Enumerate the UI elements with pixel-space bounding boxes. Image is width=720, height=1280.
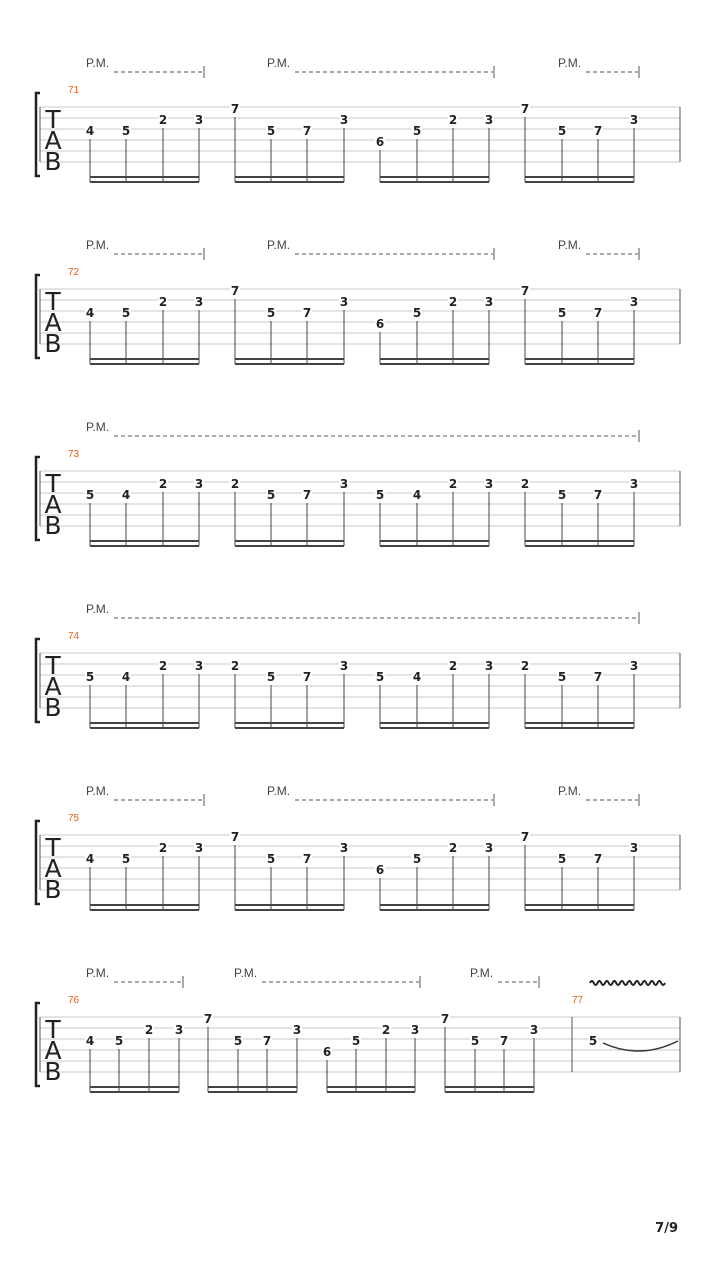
system-bracket bbox=[36, 275, 40, 358]
fret-number: 3 bbox=[629, 841, 639, 855]
fret-number: 7 bbox=[593, 852, 603, 866]
fret-number: 3 bbox=[529, 1023, 539, 1037]
tab-letter: T bbox=[45, 833, 61, 862]
fret-number: 5 bbox=[557, 124, 567, 138]
fret-number: 2 bbox=[158, 295, 168, 309]
system-bracket bbox=[36, 639, 40, 722]
measure-number: 71 bbox=[68, 85, 80, 96]
fret-number: 3 bbox=[629, 295, 639, 309]
fret-number: 2 bbox=[158, 477, 168, 491]
fret-number: 7 bbox=[230, 102, 240, 116]
palm-mute-label: P.M. bbox=[470, 966, 494, 980]
fret-number: 5 bbox=[375, 488, 385, 502]
fret-number: 3 bbox=[194, 295, 204, 309]
fret-number: 3 bbox=[339, 841, 349, 855]
fret-number: 5 bbox=[266, 670, 276, 684]
fret-number: 3 bbox=[484, 659, 494, 673]
vibrato-marking bbox=[590, 981, 665, 985]
fret-number: 5 bbox=[85, 488, 95, 502]
fret-number: 6 bbox=[375, 135, 385, 149]
fret-number: 5 bbox=[121, 306, 131, 320]
fret-number: 7 bbox=[262, 1034, 272, 1048]
tab-letter: B bbox=[44, 1057, 62, 1086]
tab-letter: A bbox=[44, 490, 62, 519]
fret-number: 7 bbox=[520, 830, 530, 844]
fret-number: 3 bbox=[484, 477, 494, 491]
fret-number: 3 bbox=[194, 477, 204, 491]
fret-number: 7 bbox=[302, 488, 312, 502]
fret-number: 5 bbox=[121, 124, 131, 138]
fret-number: 4 bbox=[85, 306, 95, 320]
fret-number: 4 bbox=[412, 488, 422, 502]
fret-number: 3 bbox=[629, 477, 639, 491]
fret-number: 5 bbox=[85, 670, 95, 684]
fret-number: 5 bbox=[412, 306, 422, 320]
tab-letter: T bbox=[45, 105, 61, 134]
measure-number: 76 bbox=[68, 995, 80, 1006]
fret-number: 5 bbox=[266, 124, 276, 138]
fret-number: 2 bbox=[230, 477, 240, 491]
fret-number: 5 bbox=[557, 670, 567, 684]
fret-number: 3 bbox=[194, 841, 204, 855]
tab-letter: T bbox=[45, 287, 61, 316]
fret-number: 2 bbox=[448, 295, 458, 309]
fret-number: 7 bbox=[203, 1012, 213, 1026]
fret-number: 5 bbox=[375, 670, 385, 684]
fret-number: 4 bbox=[85, 124, 95, 138]
fret-number: 6 bbox=[322, 1045, 332, 1059]
fret-number: 5 bbox=[557, 852, 567, 866]
fret-number: 2 bbox=[448, 477, 458, 491]
fret-number: 5 bbox=[233, 1034, 243, 1048]
fret-number: 4 bbox=[121, 670, 131, 684]
fret-number: 7 bbox=[230, 830, 240, 844]
fret-number: 5 bbox=[588, 1034, 598, 1048]
fret-number: 7 bbox=[302, 124, 312, 138]
fret-number: 6 bbox=[375, 317, 385, 331]
fret-number: 3 bbox=[339, 659, 349, 673]
fret-number: 2 bbox=[381, 1023, 391, 1037]
fret-number: 3 bbox=[629, 659, 639, 673]
palm-mute-label: P.M. bbox=[267, 784, 291, 798]
fret-number: 2 bbox=[158, 841, 168, 855]
fret-number: 6 bbox=[375, 863, 385, 877]
fret-number: 2 bbox=[448, 659, 458, 673]
palm-mute-label: P.M. bbox=[86, 420, 110, 434]
fret-number: 3 bbox=[292, 1023, 302, 1037]
fret-number: 7 bbox=[593, 488, 603, 502]
system-bracket bbox=[36, 1003, 40, 1086]
palm-mute-label: P.M. bbox=[267, 238, 291, 252]
fret-number: 7 bbox=[593, 306, 603, 320]
fret-number: 2 bbox=[158, 659, 168, 673]
fret-number: 3 bbox=[339, 295, 349, 309]
measure-number: 73 bbox=[68, 449, 80, 460]
measure-number: 74 bbox=[68, 631, 80, 642]
fret-number: 3 bbox=[194, 113, 204, 127]
fret-number: 7 bbox=[520, 102, 530, 116]
tab-letter: B bbox=[44, 511, 62, 540]
fret-number: 3 bbox=[484, 295, 494, 309]
measure-number: 75 bbox=[68, 813, 80, 824]
fret-number: 7 bbox=[440, 1012, 450, 1026]
fret-number: 7 bbox=[302, 306, 312, 320]
palm-mute-label: P.M. bbox=[234, 966, 258, 980]
palm-mute-label: P.M. bbox=[86, 602, 110, 616]
palm-mute-label: P.M. bbox=[558, 238, 582, 252]
fret-number: 2 bbox=[144, 1023, 154, 1037]
fret-number: 5 bbox=[412, 124, 422, 138]
fret-number: 4 bbox=[121, 488, 131, 502]
fret-number: 5 bbox=[266, 852, 276, 866]
fret-number: 2 bbox=[520, 659, 530, 673]
fret-number: 5 bbox=[266, 488, 276, 502]
fret-number: 3 bbox=[484, 113, 494, 127]
fret-number: 3 bbox=[339, 113, 349, 127]
tab-letter: T bbox=[45, 1015, 61, 1044]
fret-number: 5 bbox=[470, 1034, 480, 1048]
palm-mute-label: P.M. bbox=[86, 784, 110, 798]
fret-number: 2 bbox=[520, 477, 530, 491]
fret-number: 4 bbox=[412, 670, 422, 684]
fret-number: 3 bbox=[410, 1023, 420, 1037]
palm-mute-label: P.M. bbox=[86, 238, 110, 252]
fret-number: 3 bbox=[484, 841, 494, 855]
tab-letter: A bbox=[44, 672, 62, 701]
fret-number: 3 bbox=[629, 113, 639, 127]
fret-number: 7 bbox=[302, 852, 312, 866]
fret-number: 7 bbox=[520, 284, 530, 298]
palm-mute-label: P.M. bbox=[86, 966, 110, 980]
fret-number: 5 bbox=[266, 306, 276, 320]
tab-letter: T bbox=[45, 651, 61, 680]
fret-number: 2 bbox=[158, 113, 168, 127]
fret-number: 2 bbox=[230, 659, 240, 673]
tab-letter: A bbox=[44, 308, 62, 337]
fret-number: 7 bbox=[593, 124, 603, 138]
system-bracket bbox=[36, 457, 40, 540]
system-bracket bbox=[36, 93, 40, 176]
palm-mute-label: P.M. bbox=[267, 56, 291, 70]
fret-number: 5 bbox=[557, 306, 567, 320]
tab-letter: B bbox=[44, 875, 62, 904]
fret-number: 5 bbox=[351, 1034, 361, 1048]
page-number: 7/9 bbox=[655, 1221, 678, 1236]
measure-number: 77 bbox=[572, 995, 584, 1006]
palm-mute-label: P.M. bbox=[558, 784, 582, 798]
fret-number: 3 bbox=[194, 659, 204, 673]
tab-letter: T bbox=[45, 469, 61, 498]
measure-number: 72 bbox=[68, 267, 80, 278]
fret-number: 5 bbox=[114, 1034, 124, 1048]
palm-mute-label: P.M. bbox=[86, 56, 110, 70]
fret-number: 3 bbox=[174, 1023, 184, 1037]
tab-letter: B bbox=[44, 693, 62, 722]
fret-number: 3 bbox=[339, 477, 349, 491]
palm-mute-label: P.M. bbox=[558, 56, 582, 70]
fret-number: 5 bbox=[121, 852, 131, 866]
fret-number: 2 bbox=[448, 841, 458, 855]
fret-number: 5 bbox=[557, 488, 567, 502]
tab-letter: B bbox=[44, 147, 62, 176]
fret-number: 7 bbox=[302, 670, 312, 684]
tab-letter: A bbox=[44, 854, 62, 883]
fret-number: 7 bbox=[230, 284, 240, 298]
fret-number: 7 bbox=[593, 670, 603, 684]
tab-letter: A bbox=[44, 126, 62, 155]
fret-number: 5 bbox=[412, 852, 422, 866]
fret-number: 4 bbox=[85, 852, 95, 866]
tab-letter: A bbox=[44, 1036, 62, 1065]
fret-number: 7 bbox=[499, 1034, 509, 1048]
fret-number: 2 bbox=[448, 113, 458, 127]
tab-letter: B bbox=[44, 329, 62, 358]
system-bracket bbox=[36, 821, 40, 904]
fret-number: 4 bbox=[85, 1034, 95, 1048]
